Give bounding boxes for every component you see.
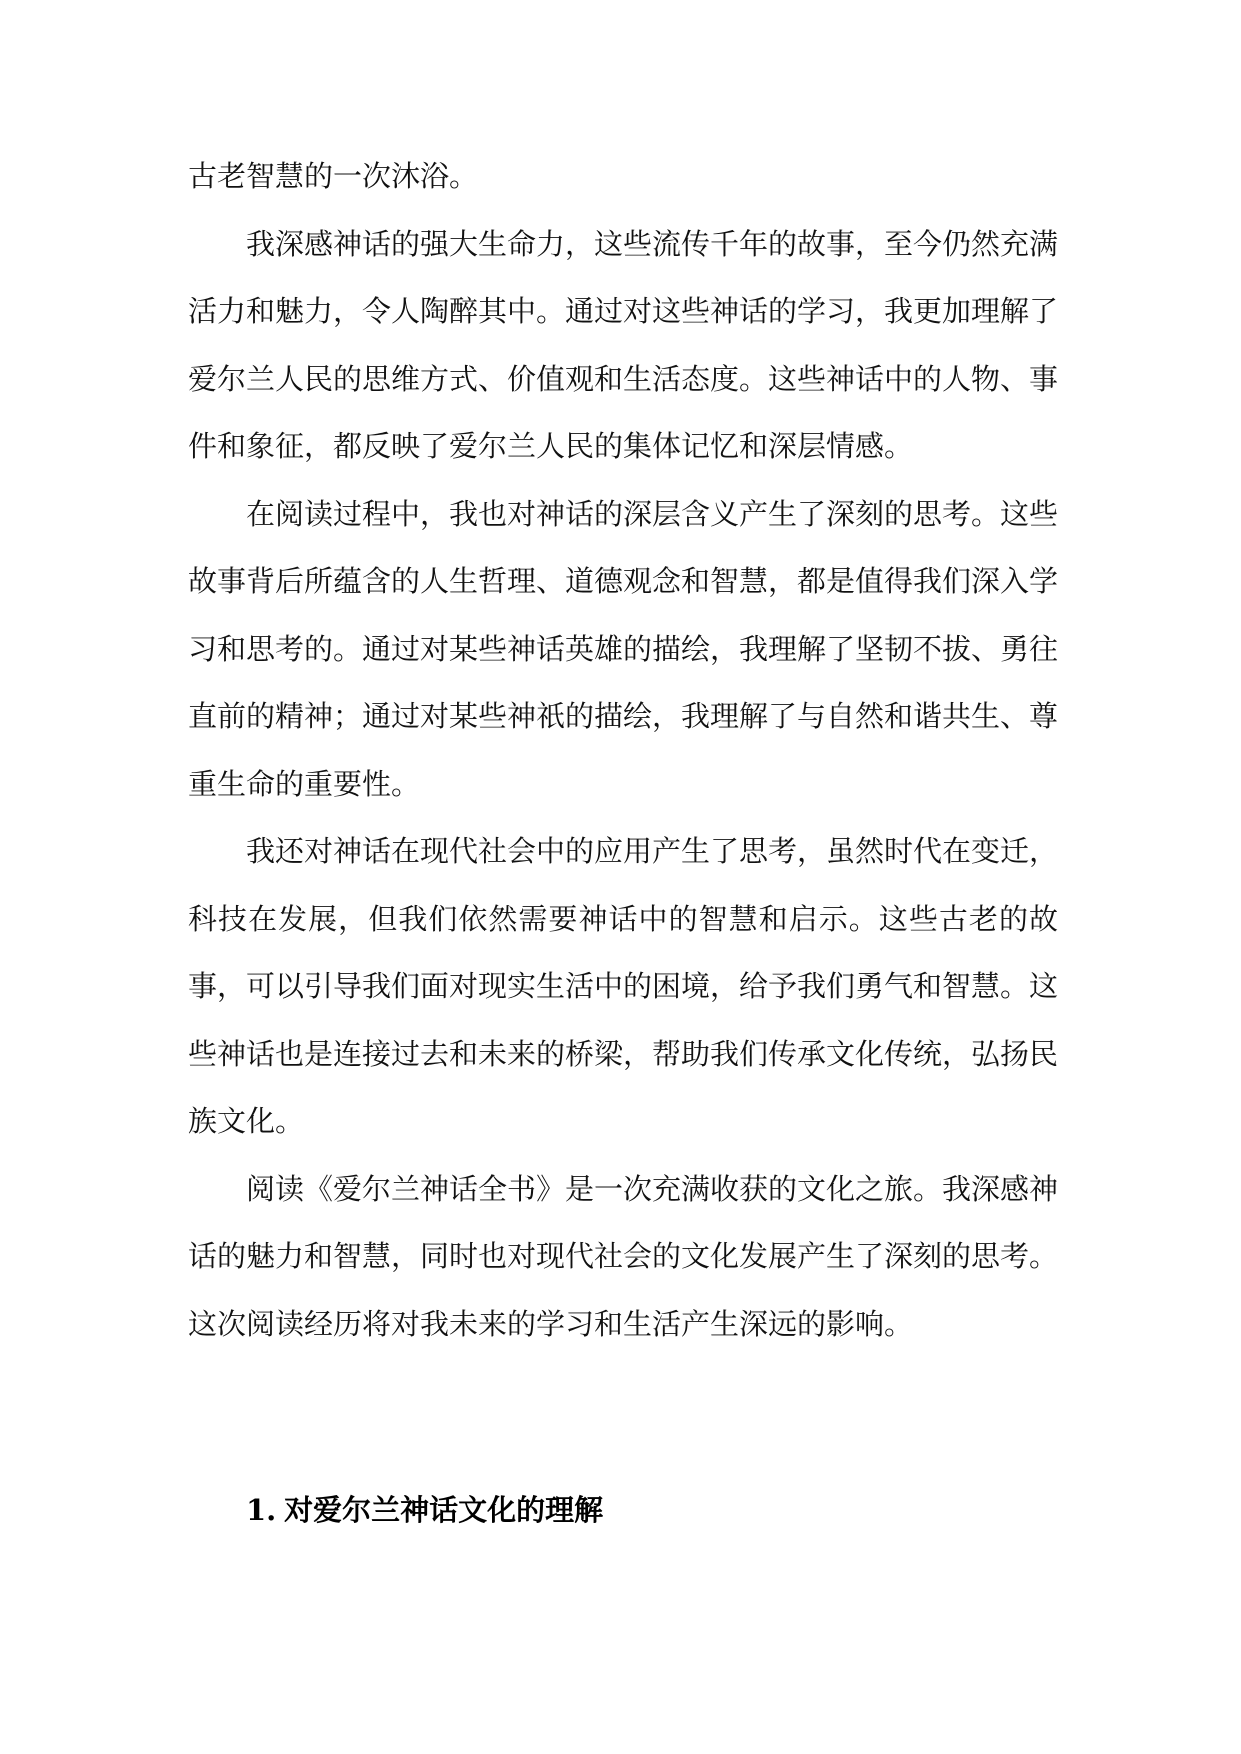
- body-text: [188, 143, 1058, 1358]
- paragraph-modern-application: 我还对神话在现代社会中的应用产生了思考，虽然时代在变迁，科技在发展，但我们依然需要神话中的智慧和启示。这些古老的故事，可以引导我们面对现实生活中的困境，给予我们勇气和智慧。这些神话也是连接过去和未来的桥梁，帮助我们传承文化传统，弘扬民族文化。: [188, 834, 1059, 1138]
- section-heading-text: 对爱尔兰神话文化的理解: [284, 1493, 604, 1527]
- paragraph-deep-meaning: 在阅读过程中，我也对神话的深层含义产生了深刻的思考。这些故事背后所蕴含的人生哲理、道德观念和智慧，都是值得我们深入学习和思考的。通过对某些神话英雄的描绘，我理解了坚韧不拔、勇往直前的精神；通过对某些神祇的描绘，我理解了与自然和谐共生、尊重生命的重要性。: [188, 496, 1059, 801]
- paragraph-vitality: 我深感神话的强大生命力，这些流传千年的故事，至今仍然充满活力和魅力，令人陶醉其中。通过对这些神话的学习，我更加理解了爱尔兰人民的思维方式、价值观和生活态度。这些神话中的人物、事件和象征，都反映了爱尔兰人民的集体记忆和深层情感。: [188, 226, 1059, 463]
- section-heading-number: 1.: [246, 1493, 277, 1527]
- paragraph-conclusion: 阅读《爱尔兰神话全书》是一次充满收获的文化之旅。我深感神话的魅力和智慧，同时也对现代社会的文化发展产生了深刻的思考。这次阅读经历将对我未来的学习和生活产生深远的影响。: [188, 1171, 1059, 1341]
- section-heading: [246, 1490, 1058, 1530]
- paragraph-continued: 古老智慧的一次沐浴。: [188, 159, 479, 193]
